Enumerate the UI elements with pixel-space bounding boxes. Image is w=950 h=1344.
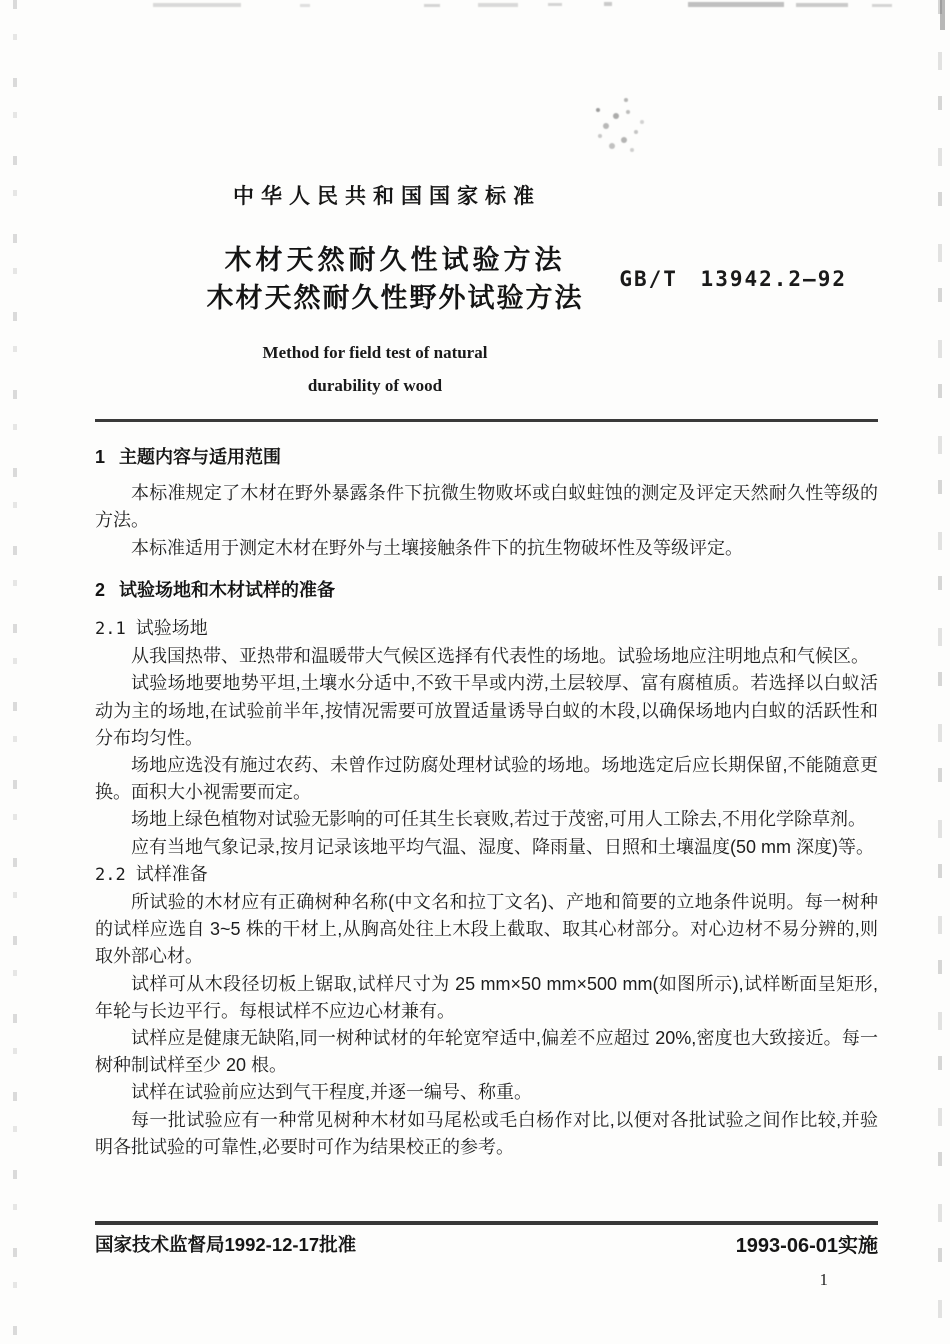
paragraph-scope-2: 本标准适用于测定木材在野外与土壤接触条件下的抗生物破坏性及等级评定。: [131, 537, 743, 558]
page-number: 1: [819, 1270, 828, 1289]
section-2-1-heading: [95, 615, 878, 643]
doc-title-en-line1: Method for field test of natural: [262, 343, 488, 362]
section-1-number: 1: [95, 447, 106, 467]
footer-implementation-text: 1993-06-01实施: [735, 1235, 878, 1257]
footer-divider-rule: [95, 1221, 878, 1225]
paragraph-site-3: 场地应选没有施过农药、未曾作过防腐处理材试验的场地。场地选定后应长期保留,不能随意更换。面积大小视需要而定。: [95, 755, 878, 803]
top-edge-smudge: [688, 2, 784, 7]
top-edge-smudge: [153, 3, 241, 7]
top-edge-smudge: [478, 3, 518, 7]
section-1-heading: [95, 444, 878, 471]
section-1-title: 主题内容与适用范围: [119, 447, 282, 467]
paragraph-scope-1: 本标准规定了木材在野外暴露条件下抗微生物败坏或白蚁蛀蚀的测定及评定天然耐久性等级的方法。: [95, 483, 878, 531]
top-edge-smudge: [300, 4, 310, 7]
paragraph-site-2: 试验场地要地势平坦,土壤水分适中,不致干旱或内涝,土层较厚、富有腐植质。若选择以白蚁活动为主的场地,在试验前半年,按情况需要可放置适量诱导白蚁的木段,以确保场地内白蚁的活跃性和分布均匀性。: [95, 673, 878, 748]
paragraph-specimen-4: 试样在试验前应达到气干程度,并逐一编号、称重。: [131, 1082, 532, 1103]
doc-title-en-line2: durability of wood: [307, 376, 443, 395]
section-2-1-number: 2.1: [95, 619, 126, 640]
section-2-heading: [95, 577, 878, 604]
paragraph-site-4: 场地上绿色植物对试验无影响的可任其生长衰败,若过于茂密,可用人工除去,不用化学除草剂。: [131, 809, 866, 830]
document-body: [95, 444, 878, 1161]
paragraph-specimen-2: 试样可从木段径切板上锯取,试样尺寸为 25 mm×50 mm×500 mm(如图所示),试样断面呈矩形,年轮与长边平行。每根试样不应边心材兼有。: [95, 973, 878, 1021]
doc-title-cn-line1: 木材天然耐久性试验方法: [224, 245, 566, 275]
doc-title-en: [95, 336, 655, 402]
section-2-title: 试验场地和木材试样的准备: [119, 579, 336, 600]
section-2-number: 2: [95, 579, 106, 600]
top-edge-smudge: [424, 4, 440, 7]
section-2-2-number: 2.2: [95, 864, 126, 885]
standard-org-title: 中华人民共和国国家标准: [233, 185, 541, 208]
left-binding-marks: [13, 0, 17, 1344]
top-edge-smudge: [604, 2, 612, 6]
paragraph-specimen-5: 每一批试验应有一种常见树种木材如马尾松或毛白杨作对比,以便对各批试验之间作比较,并验明各批试验的可靠性,必要时可作为结果校正的参考。: [95, 1109, 878, 1157]
right-binding-marks: [938, 0, 942, 1344]
standard-number: GB/T 13942.2—92: [619, 267, 847, 291]
section-2-2-title: 试样准备: [135, 863, 208, 884]
section-2-1-title: 试验场地: [135, 618, 208, 639]
paragraph-site-5: 应有当地气象记录,按月记录该地平均气温、湿度、降雨量、日照和土壤温度(50 mm 深度)等。: [131, 836, 874, 857]
doc-title-cn: [95, 241, 695, 317]
top-edge-smudge: [796, 3, 848, 7]
top-edge-smudge: [872, 4, 892, 7]
section-2-2-heading: [95, 861, 878, 889]
paragraph-specimen-3: 试样应是健康无缺陷,同一树种试材的年轮宽窄适中,偏差不应超过 20%,密度也大致接近。每一树种制试样至少 20 根。: [95, 1028, 878, 1076]
top-edge-smudge: [548, 3, 562, 6]
header-divider-rule: [95, 419, 878, 422]
paragraph-site-1: 从我国热带、亚热带和温暖带大气候区选择有代表性的场地。试验场地应注明地点和气候区。: [131, 646, 869, 667]
doc-title-cn-line2: 木材天然耐久性野外试验方法: [206, 283, 584, 313]
paragraph-specimen-1: 所试验的木材应有正确树种名称(中文名和拉丁文名)、产地和简要的立地条件说明。每一树种的试样应选自 3~5 株的干材上,从胸高处往上木段上截取、取其心材部分。对心边材不易分辨的,则取外部心材。: [95, 892, 878, 967]
ink-smudge-artifact: [596, 108, 600, 112]
top-edge-smudge: [940, 0, 945, 30]
footer-approval-text: 国家技术监督局1992-12-17批准: [95, 1234, 357, 1255]
